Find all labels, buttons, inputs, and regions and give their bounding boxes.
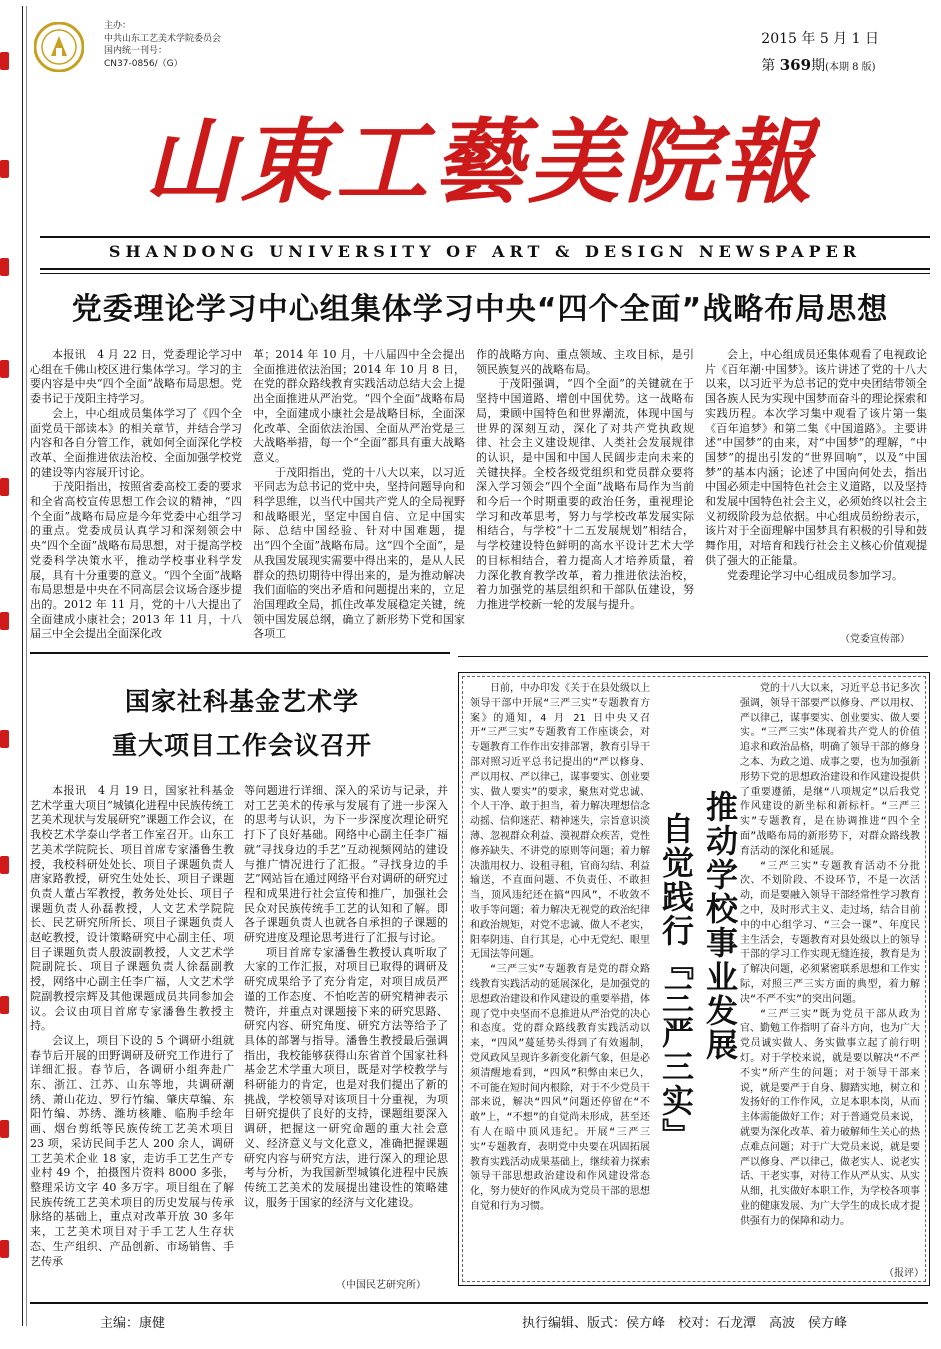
section-divider-right [458,656,928,657]
article2-headline-line1: 国家社科基金艺术学 [124,687,359,716]
section-divider [30,652,450,654]
sponsor-line: 主办： [104,21,132,31]
article3-title-line1: 推动学校事业发展 [701,790,739,1062]
left-border-rule-inner [26,6,27,1326]
paragraph: “三严三实”既为党员干部从政为官、勤勉工作指明了奋斗方向，也为广大党员诚实做人、务实做事立起了前行明灯。对于学校来说，就是要以解决“不严不实”所产生的问题；对于领导干部来说，就是要严于自身、脚踏实地，树立和发扬好的工作作风，立足本职本岗，从而主体需能做好工作；对于普通党员来说，就要为深化改革、着力破解师生关心的热点难点问题；对于广大党员来说，就是要严以修身、严以律己，做老实人、说老实话、干老实事，对待工作从严从实、从实从细，扎实做好本职工作，为学校各项事业的健康发展、为广大学生的成长成才提供强有力的保障和动力。 [740,1008,920,1227]
article2-source: （中国民艺研究所） [336,1280,426,1291]
paragraph: 项目首席专家潘鲁生教授认真听取了大家的工作汇报，对项目已取得的调研及研究成果给予了充分肯定，对项目成员严谨的工作态度、不怕吃苦的研究精神表示赞许，并重点对课题接下来的研究思路、研究内容、研究角度、研究方法等给予了具体的部署与指导。潘鲁生教授最后强调指出，我校能够获得山东省首个国家社科基金艺术学重大项目，既是对学校教学与科研能力的肯定，也是对我们提出了新的挑战，学校领导对该项目十分重视，为项目研究提供了良好的支持，课题组要深入调研，把握这一研究命题的重大社会意义、经济意义与文化意义，准确把握课题研究内容与研究方法，进行深入的理论思考与分析，为我国新型城镇化进程中民族传统工艺美术的发展提出建设性的策略建议，服务于国家的经济与文化建设。 [244,945,448,1209]
sponsor-line: 国内统一刊号： [104,46,168,56]
paragraph: 党委理论学习中心组成员参加学习。 [727,568,903,582]
article1-column-1 [30,348,242,648]
sponsor-line: 中共山东工艺美术学院委员会 [104,33,222,44]
issue-prefix: 第 [761,58,776,74]
masthead-title [140,98,820,216]
article3-source: （报评） [884,1268,924,1279]
paragraph: “三严三实”专题教育是党的群众路线教育实践活动的延展深化，是加强党的思想政治建设和作风建设的重要举措，体现了党中央坚而不息推进从严治党的决心和态度。党的群众路线教育实践活动以来，“四风”蔓延势头得到了有效遏制，党风政风呈现许多新变化新气象，但是必须清醒地看到，“四风”积弊由来已久，不可能在短时间内根除，对于不少党员干部来说，解决“四风”问题还停留在“不敢”上，“不想”的自觉尚未形成，甚至还有人在暗中顶风违纪。开展“三严三实”专题教育，表明党中央要在巩固拓展教育实践活动成果基础上，继续着力探索领导干部思想政治建设和作风建设常态化，努力使好的作风成为党员干部的思想自觉和行为习惯。 [470,964,650,1212]
paragraph: “三严三实”专题教育活动不分批次、不划阶段、不设环节，不是一次活动，而是要融入领导干部经常性学习教育之中，及时形式主义、走过场，结合目前中的中心组学习、“三会一课”、年度民主生活会，专题教育对县处级以上的领导干部的学习工作实现无缝连接，教育是为了解决问题，必须紧密联系思想和工作实际，对照三严三实方面的典型，着力解决“不严不实”的突出问题。 [740,860,920,1005]
article2-column-2 [244,784,448,1274]
issue-number: 369 [779,56,812,74]
paragraph: 会议上，项目下设的 5 个调研小组就春节后开展的田野调研及研究工作进行了详细汇报。春节后，各调研小组奔赴广东、浙江、江苏、山东等地，共调研潮绣、萧山花边、罗行竹编、肇庆草编、东阳竹编、苏绣、潍坊核雕、临朐手绘年画、烟台剪纸等民族传统工艺美术项目 23 项，采访民间手艺人 200 余人，调研工艺美术企业 18 家，走访手工艺生产专业村 49 个，拍摄图片资料 8000 多张，整理采访文字 40 多万字。项目组在了解民族传统工艺美术项目的历史发展与传承脉络的基础上，重点对改革开放 30 多年来，工艺美术项目对于手工艺人生存状态、生产组织、产品创新、市场销售、手艺传承 [30,1033,234,1268]
footer-rule [30,1302,928,1304]
english-title: SHANDONG UNIVERSITY OF ART & DESIGN NEWSPAPER [40,236,930,270]
pages-note: (本期 8 版) [825,62,876,73]
article2-headline [32,680,452,768]
paragraph: 于茂阳指出，按照省委高校工委的要求和全省高校宣传思想工作会议的精神，“四个全面”战略布局应是今年党委中心组学习的重点。党委成员认真学习和深刻领会中央“四个全面”战略布局思想，对于提高学校党委科学决策水平，推动学校事业科学发展，具有十分重要的意义。“四个全面”战略布局思想是中央在不同高层会议场合逐步提出的。2012 年 11 月，党的十八大提出了全面建成小康社会；2013 年 11 月，十八届三中全会提出全面深化改 [30,480,242,641]
issue-date: 2015 年 5 月 1 日 [761,31,879,47]
paragraph: 会上，中心组成员集体学习了《四个全面党员干部读本》的相关章节，并结合学习内容和各自分管工作，就如何全面深化学校改革、全面推进依法治校、全面加强学校党的建设等内容展开讨论。 [30,406,242,479]
article3-title-line2: 自觉践行『三严三实』 [657,812,695,1152]
article3-column-left [470,682,650,1278]
article1-source: （党委宣传部） [840,634,910,645]
paragraph: 革；2014 年 10 月，十八届四中全会提出全面推进依法治国；2014 年 10 月 8 日，在党的群众路线教育实践活动总结大会上提出全面推进从严治党。“四个全面”战略布局中，全面建成小康社会是战略目标，全面深化改革、全面依法治国、全面从严治党是三大战略举措，每一个“全面”都具有重大战略意义。 [253,348,465,464]
footer-editor: 主编：康健 [100,1316,166,1331]
paragraph: 党的十八大以来，习近平总书记多次强调，领导干部要严以修身、严以用权、严以律己，谋事要实、创业要实、做人要实。“三严三实”体现着共产党人的价值追求和政治品格，明确了领导干部的修身之本、为政之道、成事之要，也为加强新形势下党的思想政治建设和作风建设提供了重要遵循，是继“八项规定”以后我党作风建设的新坐标和新标杆。“三严三实”专题教育，是在协调推进“四个全面”战略布局的新形势下，对群众路线教育活动的深化和延展。 [740,683,920,857]
article2-column-1 [30,784,234,1292]
left-border-rule [22,6,23,1326]
article1-column-4 [705,348,927,628]
paragraph: 于茂阳强调，“四个全面”的关键就在于坚持中国道路、增创中国优势。这一战略布局，秉顾中国特色和世界潮流，体现中国与世界的深刻互动，深化了对共产党执政规律、社会主义建设规律、人类社会发展规律的认识，是中国和中国人民阔步走向未来的关键抉择。全校各级党组织和党员群众要将深入学习领会“四个全面”战略布局作为当前和今后一个时期重要的政治任务，重视理论学习和改革思考，努力与学校改革发展实际相结合，与学校“十二五发展规划”相结合，与学校建设特色鲜明的高水平设计艺术大学的目标相结合，着力提高人才培养质量，着力深化教育教学改革，着力推进依法治校，着力加强党的基层组织和干部队伍建设，努力推进学校新一轮的发展与提升。 [476,377,694,611]
school-emblem-icon [34,22,84,72]
paragraph: 本报讯 4 月 22 日，党委理论学习中心组在千佛山校区进行集体学习。学习的主要内容是中央“四个全面”战略布局思想。党委书记于茂阳主持学习。 [30,348,242,406]
paragraph: 于茂阳指出，党的十八大以来，以习近平同志为总书记的党中央，坚持问题导向和科学思维，以当代中国共产党人的全局视野和战略眼光，坚定中国自信、立足中国实际、总结中国经验、针对中国难题，提出“四个全面”战略布局。这“四个全面”，是从我国发展现实需要中得出来的，是从人民群众的热切期待中得出来的，是为推动解决我们面临的突出矛盾和问题提出来的，立足治国理政全局，抓住改革发展稳定关键，统领中国发展总纲，确立了新形势下党和国家各项工 [253,465,465,641]
paragraph: 日前，中办印发《关于在县处级以上领导干部中开展“三严三实”专题教育方案》的通知，4 月 21 日中央又召开“三严三实”专题教育工作座谈会，对专题教育工作作出安排部署，教育引导干部对照习近平总书记提出的“严以修身、严以用权、严以律己，谋事要实、创业要实、做人要实”的要求，聚焦对党忠诚、个人干净、敢于担当，着力解决理想信念动摇、信仰迷茫、精神迷失，宗旨意识淡薄、忽视群众利益、漠视群众疾苦，党性修养缺失、不讲党的原则等问题；着力解决滥用权力、设租寻租，官商勾结、利益输送，不直面问题、不负责任、不敢担当，顶风违纪还在搞“四风”，不收敛不收手等问题；着力解决无视党的政治纪律和政治规矩，对党不忠诚、做人不老实，阳奉阴违、自行其是，心中无党纪、眼里无国法等问题。 [470,683,650,961]
left-margin-marks [0,0,14,1349]
paragraph: 等问题进行详细、深入的采访与记录，并对工艺美术的传承与发展有了进一步深入的思考与认识，为下一步深度次理论研究打下了良好基础。网络中心副主任李广福就“寻找身边的手艺”互动视频网站的建设与推广情况进行了汇报。“寻找身边的手艺”网站旨在通过网络平台对调研的研究过程和成果进行社会宣传和推广，加强社会民众对民族传统手工艺的认知和了解。即各子课题负责人也就各自承担的子课题的研究进度及理论思考进行了汇报与讨论。 [244,784,448,945]
paragraph: 本报讯 4 月 19 日，国家社科基金艺术学重大项目“城镇化进程中民族传统工艺美术现状与发展研究”课题工作会议，在我校艺术学泰山学者工作室召开。山东工艺美术学院院长、项目首席专家潘鲁生教授，我校科研处处长、项目子课题负责人唐家路教授，研究生处处长、项目子课题负责人董占军教授，教务处处长、项目子课题负责人孙磊教授，人文艺术学院院长、民艺研究所所长、项目子课题负责人赵屹教授，设计策略研究中心副主任、项目子课题负责人殷波副教授，人文艺术学院副院长、项目子课题负责人徐磊副教授，网络中心副主任李广福，人文艺术学院副教授宗辉及其他课题成员共同参加会议。会议由项目首席专家潘鲁生教授主持。 [30,784,234,1033]
article2-headline-line2: 重大项目工作会议召开 [111,731,372,760]
article1-column-3 [476,348,694,648]
article3-column-right [740,682,920,1278]
paragraph: 作的战略方向、重点领域、主攻目标，是引领民族复兴的战略布局。 [476,348,694,376]
sponsor-line: CN37-0856/（G） [104,58,183,69]
footer-executive: 执行编辑、版式：侯方峰 校对：石龙潭 高波 侯方峰 [522,1316,848,1331]
article1-headline: 党委理论学习中心组集体学习中央“四个全面”战略布局思想 [71,292,889,327]
sponsor-info [104,20,221,70]
issue-info [761,26,879,81]
article1-column-2 [253,348,465,648]
issue-number-line [761,52,879,81]
masthead-text: 山東工藝美院報 [143,108,817,216]
issue-suffix: 期 [811,58,826,74]
paragraph: 会上，中心组成员还集体观看了电视政论片《百年潮·中国梦》。该片讲述了党的十八大以来，以习近平为总书记的党中央团结带领全国各族人民为实现中国梦而奋斗的理论探索和实践历程。本次学习集中观看了该片第一集《百年追梦》和第二集《中国道路》。主要讲述“中国梦”的由来，对“中国梦”的理解，“中国梦”的提出引发的“世界回响”，以及“中国梦”的基本内涵；论述了中国向何处去，指出中国必须走中国特色社会主义道路，以及坚持和发展中国特色社会主义，必须始终以社会主义初级阶段为总依据。中心组成员纷纷表示，该片对于全面理解中国梦具有积极的引导和鼓舞作用，对培育和践行社会主义核心价值观提供了强大的正能量。 [705,348,927,567]
